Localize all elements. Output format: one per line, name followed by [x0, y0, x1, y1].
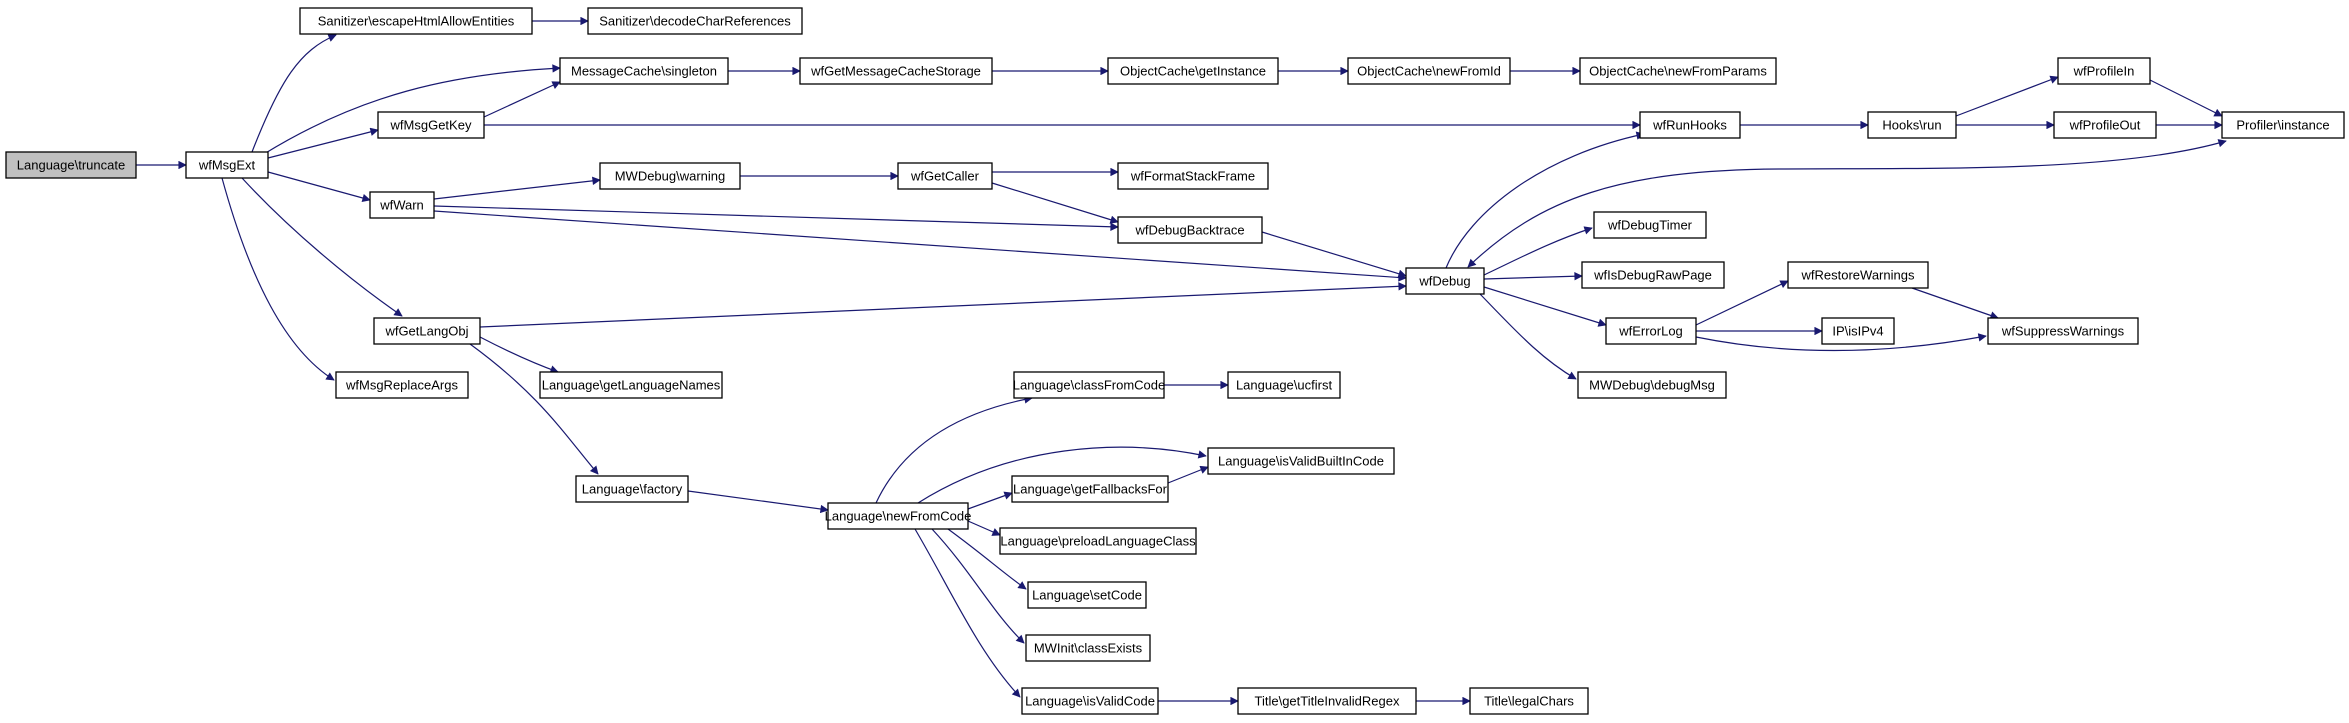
node-getTitleInvalidRegex[interactable]: [1238, 688, 1416, 714]
edge-wfWarn-to-mwDebugWarning: [434, 180, 600, 199]
edge-newFromCode-to-getFallbacksFor: [968, 493, 1012, 509]
node-wfSuppressWarnings[interactable]: [1988, 318, 2138, 344]
node-label-wfFormatStackFrame: wfFormatStackFrame: [1130, 168, 1256, 184]
node-msgCacheSingleton[interactable]: [560, 58, 728, 84]
edge-wfDebug-to-wfDebugTimer: [1484, 228, 1592, 275]
node-wfDebug[interactable]: [1406, 268, 1484, 294]
node-label-wfIsDebugRawPage: wfIsDebugRawPage: [1594, 267, 1712, 283]
edge-hooksRun-to-wfProfileIn: [1956, 77, 2058, 116]
node-label-wfSuppressWarnings: wfSuppressWarnings: [2001, 323, 2125, 339]
node-wfRunHooks[interactable]: [1640, 112, 1740, 138]
edge-newFromCode-to-classFromCode: [876, 398, 1032, 503]
node-wfGetLangObj[interactable]: [374, 318, 480, 344]
node-wfWarn[interactable]: [370, 192, 434, 218]
edge-wfDebug-to-wfRunHooks: [1446, 134, 1644, 268]
node-wfErrorLog[interactable]: [1606, 318, 1696, 344]
edge-wfRestoreWarnings-to-wfSuppressWarnings: [1912, 288, 1998, 318]
node-label-wfDebugBacktrace: wfDebugBacktrace: [1135, 222, 1245, 238]
edge-wfGetCaller-to-wfDebugBacktrace: [992, 183, 1118, 222]
node-label-getLanguageNames: Language\getLanguageNames: [541, 377, 721, 393]
edge-wfDebug-to-wfErrorLog: [1484, 287, 1606, 325]
node-label-objNewFromParams: ObjectCache\newFromParams: [1589, 63, 1767, 79]
edge-wfDebug-to-mwDebugDebugMsg: [1480, 294, 1576, 379]
edge-wfGetLangObj-to-wfDebug: [480, 286, 1406, 327]
node-label-getTitleInvalidRegex: Title\getTitleInvalidRegex: [1254, 693, 1400, 709]
edge-wfDebug-to-wfIsDebugRawPage: [1484, 276, 1582, 279]
node-label-truncate: Language\truncate: [16, 157, 126, 173]
node-label-objGetInstance: ObjectCache\getInstance: [1120, 63, 1266, 79]
node-wfProfileIn[interactable]: [2058, 58, 2150, 84]
edge-wfWarn-to-wfDebugBacktrace: [434, 206, 1118, 227]
node-label-profilerInstance: Profiler\instance: [2236, 117, 2330, 133]
node-label-preloadLanguageClass: Language\preloadLanguageClass: [1000, 533, 1196, 549]
node-langFactory[interactable]: [576, 476, 688, 502]
node-label-classExists: MWInit\classExists: [1033, 640, 1143, 656]
node-truncate: [6, 152, 136, 178]
edge-wfMsgExt-to-wfWarn: [268, 172, 370, 200]
node-setCode[interactable]: [1028, 582, 1146, 608]
node-newFromCode[interactable]: [825, 503, 972, 529]
node-label-getFallbacksFor: Language\getFallbacksFor: [1013, 481, 1167, 497]
node-label-isValidCode: Language\isValidCode: [1025, 693, 1155, 709]
node-label-newFromCode: Language\newFromCode: [824, 508, 972, 524]
node-preloadLanguageClass[interactable]: [1000, 528, 1196, 554]
node-mwDebugDebugMsg[interactable]: [1578, 372, 1726, 398]
node-getLanguageNames[interactable]: [540, 372, 722, 398]
edge-langFactory-to-newFromCode: [688, 491, 828, 510]
node-label-isValidBuiltInCode: Language\isValidBuiltInCode: [1218, 453, 1384, 469]
node-label-escapeHtmlAllowEntities: Sanitizer\escapeHtmlAllowEntities: [317, 13, 515, 29]
node-label-decodeCharReferences: Sanitizer\decodeCharReferences: [599, 13, 791, 29]
node-wfMsgExt[interactable]: [186, 152, 268, 178]
node-wfMsgReplaceArgs[interactable]: [336, 372, 468, 398]
node-label-classFromCode: Language\classFromCode: [1012, 377, 1166, 393]
node-legalChars[interactable]: [1470, 688, 1588, 714]
node-label-wfRunHooks: wfRunHooks: [1653, 117, 1727, 133]
node-label-hooksRun: Hooks\run: [1882, 117, 1942, 133]
node-label-wfGetLangObj: wfGetLangObj: [385, 323, 469, 339]
node-label-objNewFromId: ObjectCache\newFromId: [1357, 63, 1501, 79]
node-label-msgCacheSingleton: MessageCache\singleton: [571, 63, 717, 79]
node-mwDebugWarning[interactable]: [600, 163, 740, 189]
node-label-wfGetCaller: wfGetCaller: [911, 168, 979, 184]
node-wfMsgGetKey[interactable]: [378, 112, 484, 138]
node-label-legalChars: Title\legalChars: [1484, 693, 1574, 709]
node-label-wfMsgExt: wfMsgExt: [198, 157, 256, 173]
edge-newFromCode-to-preloadLanguageClass: [968, 521, 1000, 535]
node-wfProfileOut[interactable]: [2054, 112, 2156, 138]
edge-wfProfileIn-to-profilerInstance: [2150, 80, 2222, 116]
edge-wfGetLangObj-to-getLanguageNames: [480, 337, 558, 372]
node-label-wfDebug: wfDebug: [1419, 273, 1471, 289]
node-ipIsIPv4[interactable]: [1822, 318, 1894, 344]
node-objNewFromParams[interactable]: [1580, 58, 1776, 84]
node-label-wfMsgGetKey: wfMsgGetKey: [390, 117, 472, 133]
edge-wfMsgExt-to-wfMsgGetKey: [268, 130, 378, 158]
node-label-wfGetMessageCacheStorage: wfGetMessageCacheStorage: [811, 63, 981, 79]
nodes-layer: [6, 8, 2344, 714]
node-objNewFromId[interactable]: [1348, 58, 1510, 84]
edge-wfMsgExt-to-escapeHtmlAllowEntities: [252, 35, 336, 152]
edge-wfMsgExt-to-msgCacheSingleton: [264, 68, 560, 154]
node-label-wfErrorLog: wfErrorLog: [1619, 323, 1683, 339]
node-wfGetCaller[interactable]: [898, 163, 992, 189]
node-label-setCode: Language\setCode: [1032, 587, 1142, 603]
node-classExists[interactable]: [1026, 635, 1150, 661]
node-label-ipIsIPv4: IP\isIPv4: [1832, 323, 1884, 339]
node-label-wfRestoreWarnings: wfRestoreWarnings: [1801, 267, 1915, 283]
node-isValidBuiltInCode[interactable]: [1208, 448, 1394, 474]
node-label-mwDebugWarning: MWDebug\warning: [614, 168, 726, 184]
node-label-langFactory: Language\factory: [581, 481, 683, 497]
node-wfDebugBacktrace[interactable]: [1118, 217, 1262, 243]
node-wfDebugTimer[interactable]: [1594, 212, 1706, 238]
node-profilerInstance[interactable]: [2222, 112, 2344, 138]
node-objGetInstance[interactable]: [1108, 58, 1278, 84]
edge-wfMsgExt-to-wfMsgReplaceArgs: [222, 178, 334, 380]
edge-wfMsgGetKey-to-msgCacheSingleton: [484, 82, 560, 117]
node-hooksRun[interactable]: [1868, 112, 1956, 138]
node-escapeHtmlAllowEntities[interactable]: [300, 8, 532, 34]
edge-wfGetLangObj-to-langFactory: [470, 344, 598, 474]
node-label-wfProfileOut: wfProfileOut: [2069, 117, 2141, 133]
node-label-wfDebugTimer: wfDebugTimer: [1607, 217, 1693, 233]
node-label-wfWarn: wfWarn: [380, 197, 424, 213]
node-wfRestoreWarnings[interactable]: [1788, 262, 1928, 288]
edge-wfDebug-to-profilerInstance: [1468, 141, 2226, 267]
node-wfIsDebugRawPage[interactable]: [1582, 262, 1724, 288]
node-label-wfMsgReplaceArgs: wfMsgReplaceArgs: [346, 377, 458, 393]
node-ucfirst[interactable]: [1228, 372, 1340, 398]
node-decodeCharReferences[interactable]: [588, 8, 802, 34]
edge-getFallbacksFor-to-isValidBuiltInCode: [1168, 467, 1208, 483]
node-label-wfProfileIn: wfProfileIn: [2073, 63, 2135, 79]
node-isValidCode[interactable]: [1022, 688, 1158, 714]
node-label-ucfirst: Language\ucfirst: [1235, 377, 1333, 393]
node-wfFormatStackFrame[interactable]: [1118, 163, 1268, 189]
node-getFallbacksFor[interactable]: [1012, 476, 1168, 502]
node-classFromCode[interactable]: [1013, 372, 1165, 398]
node-label-mwDebugDebugMsg: MWDebug\debugMsg: [1589, 377, 1715, 393]
node-wfGetMessageCacheStorage[interactable]: [800, 58, 992, 84]
